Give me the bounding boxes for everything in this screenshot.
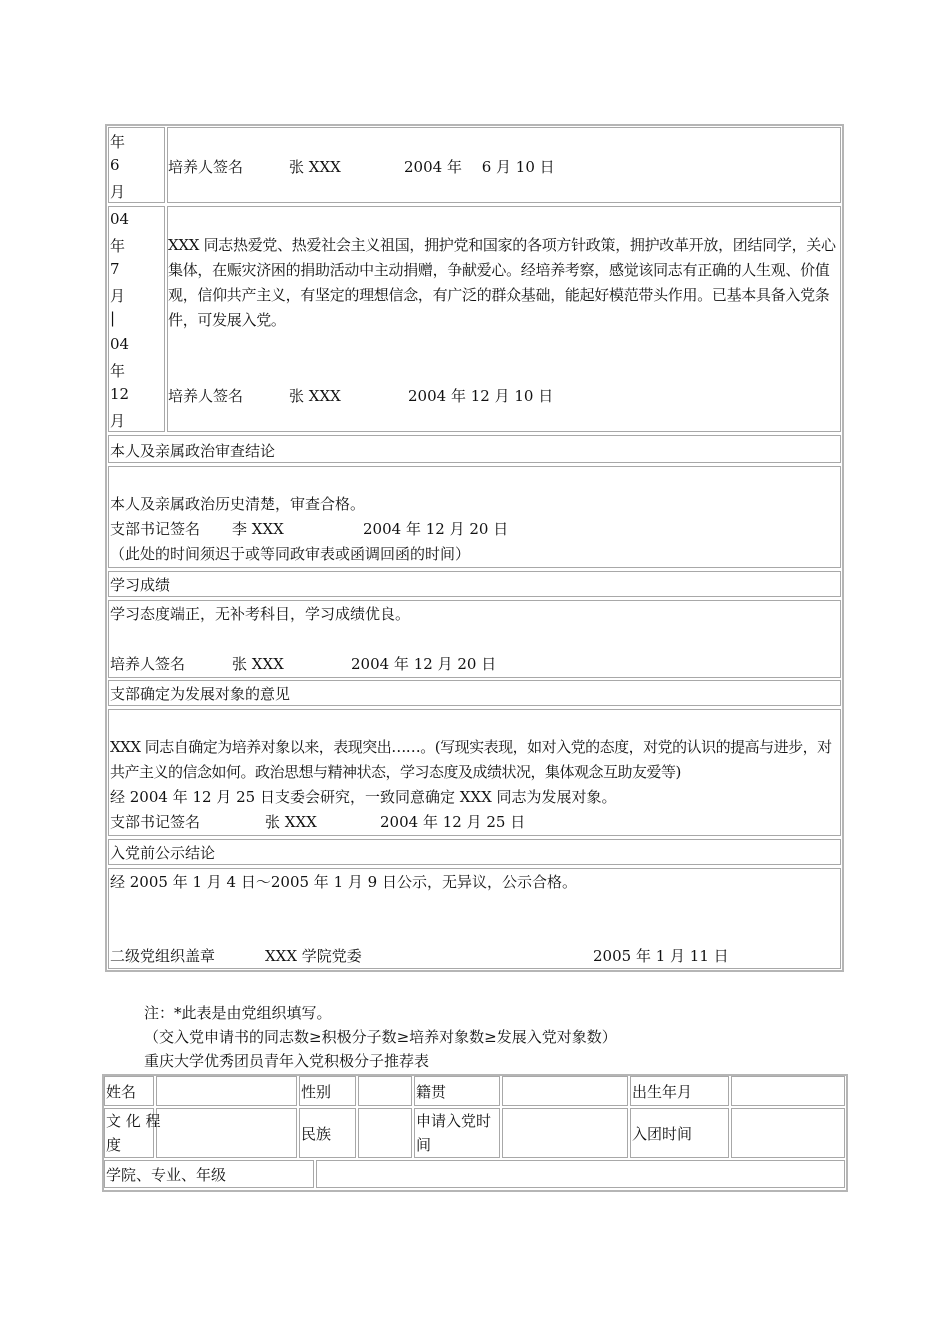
row2-date-char: 月 (110, 287, 126, 305)
trainer-sign-name: 张 XXX (289, 158, 341, 176)
time-note: （此处的时间须迟于或等同政审表或函调回函的时间） (110, 545, 471, 563)
row1-date-char: 6 (110, 156, 120, 174)
row2-date-char: | (110, 309, 116, 327)
education-value-cell (156, 1108, 297, 1158)
row2-date-char: 04 (110, 335, 130, 353)
sign-date: 2004 年 12 月 25 日 (380, 813, 526, 831)
name-label: 姓名 (106, 1083, 137, 1101)
row2-date-char: 04 (110, 210, 130, 228)
origin-value-cell (502, 1076, 628, 1106)
study-text: 学习态度端正，无补考科目，学习成绩优良。 (110, 605, 411, 623)
study-heading-cell (108, 571, 841, 597)
row1-date-char: 年 (110, 133, 126, 151)
seal-org: XXX 学院党委 (265, 947, 362, 965)
trainer-sign-label: 培养人签名 (168, 387, 244, 405)
note-line: 注：*此表是由党组织填写。 (144, 1004, 332, 1022)
study-heading: 学习成绩 (110, 576, 171, 594)
name-value-cell (156, 1076, 297, 1106)
political-heading: 本人及亲属政治审查结论 (110, 442, 276, 460)
row2-date-char: 12 (110, 385, 130, 403)
league-time-value-cell (731, 1108, 845, 1158)
row2-date-char: 年 (110, 237, 126, 255)
note-line: （交入党申请书的同志数≥积极分子数≥培养对象数≥发展入党对象数） (144, 1028, 617, 1046)
publicity-heading: 入党前公示结论 (110, 844, 216, 862)
trainer-sign-name: 张 XXX (289, 387, 341, 405)
row2-date-char: 月 (110, 412, 126, 430)
apply-time-label: 间 (416, 1136, 432, 1154)
branch-decision: 经 2004 年 12 月 25 日支委会研究，一致同意确定 XXX 同志为发展对象。 (110, 788, 617, 806)
gender-value-cell (358, 1076, 412, 1106)
birth-value-cell (731, 1076, 845, 1106)
row2-date-char: 7 (110, 260, 120, 278)
league-time-label: 入团时间 (632, 1125, 693, 1143)
trainer-sign-name: 张 XXX (232, 655, 284, 673)
apply-time-value-cell (502, 1108, 628, 1158)
origin-label: 籍贯 (416, 1083, 447, 1101)
row1-date-char: 月 (110, 183, 126, 201)
education-label: 度 (106, 1136, 122, 1154)
row2-date-char: 年 (110, 362, 126, 380)
sign-date: 2004 年 6 月 10 日 (404, 158, 555, 176)
political-conclusion: 本人及亲属政治历史清楚，审查合格。 (110, 495, 366, 513)
branch-heading: 支部确定为发展对象的意见 (110, 685, 291, 703)
publicity-heading-cell (108, 839, 841, 865)
sign-date: 2005 年 1 月 11 日 (593, 947, 729, 965)
education-label: 文 化 程 (106, 1112, 161, 1130)
sign-date: 2004 年 12 月 20 日 (351, 655, 497, 673)
secretary-sign-name: 张 XXX (265, 813, 317, 831)
gender-label: 性别 (301, 1083, 332, 1101)
ethnicity-label: 民族 (301, 1125, 332, 1143)
branch-opinion-text: XXX 同志自确定为培养对象以来，表现突出……。(写现实表现，如对入党的态度，对党的认识的提高与进步，对共产主义的信念如何。政治思想与精神状态，学习态度及成绩状况，集体观念互助友爱等) (110, 738, 832, 781)
form-title: 重庆大学优秀团员青年入党积极分子推荐表 (144, 1052, 430, 1070)
trainer-sign-label: 培养人签名 (168, 158, 244, 176)
sign-date: 2004 年 12 月 20 日 (363, 520, 509, 538)
apply-time-label: 申请入党时 (416, 1112, 492, 1130)
secretary-sign-name: 李 XXX (232, 520, 284, 538)
birth-label: 出生年月 (632, 1083, 693, 1101)
evaluation-text: XXX 同志热爱党、热爱社会主义祖国，拥护党和国家的各项方针政策，拥护改革开放，团结同学，关心集体，在赈灾济困的捐助活动中主动捐赠，争献爱心。经培养考察，感觉该同志有正确的人生观、价值观，信仰共产主义，有坚定的理想信念，有广泛的群众基础，能起好模范带头作用。已基本具备入党条件，可发展入党。 (168, 236, 836, 329)
college-value-cell (316, 1160, 845, 1188)
college-label: 学院、专业、年级 (106, 1166, 227, 1184)
secretary-sign-label: 支部书记签名 (110, 520, 201, 538)
trainer-sign-label: 培养人签名 (110, 655, 186, 673)
secretary-sign-label: 支部书记签名 (110, 813, 201, 831)
ethnicity-value-cell (358, 1108, 412, 1158)
publicity-text: 经 2005 年 1 月 4 日～2005 年 1 月 9 日公示，无异议，公示合格。 (110, 873, 577, 891)
sign-date: 2004 年 12 月 10 日 (408, 387, 554, 405)
seal-label: 二级党组织盖章 (110, 947, 216, 965)
